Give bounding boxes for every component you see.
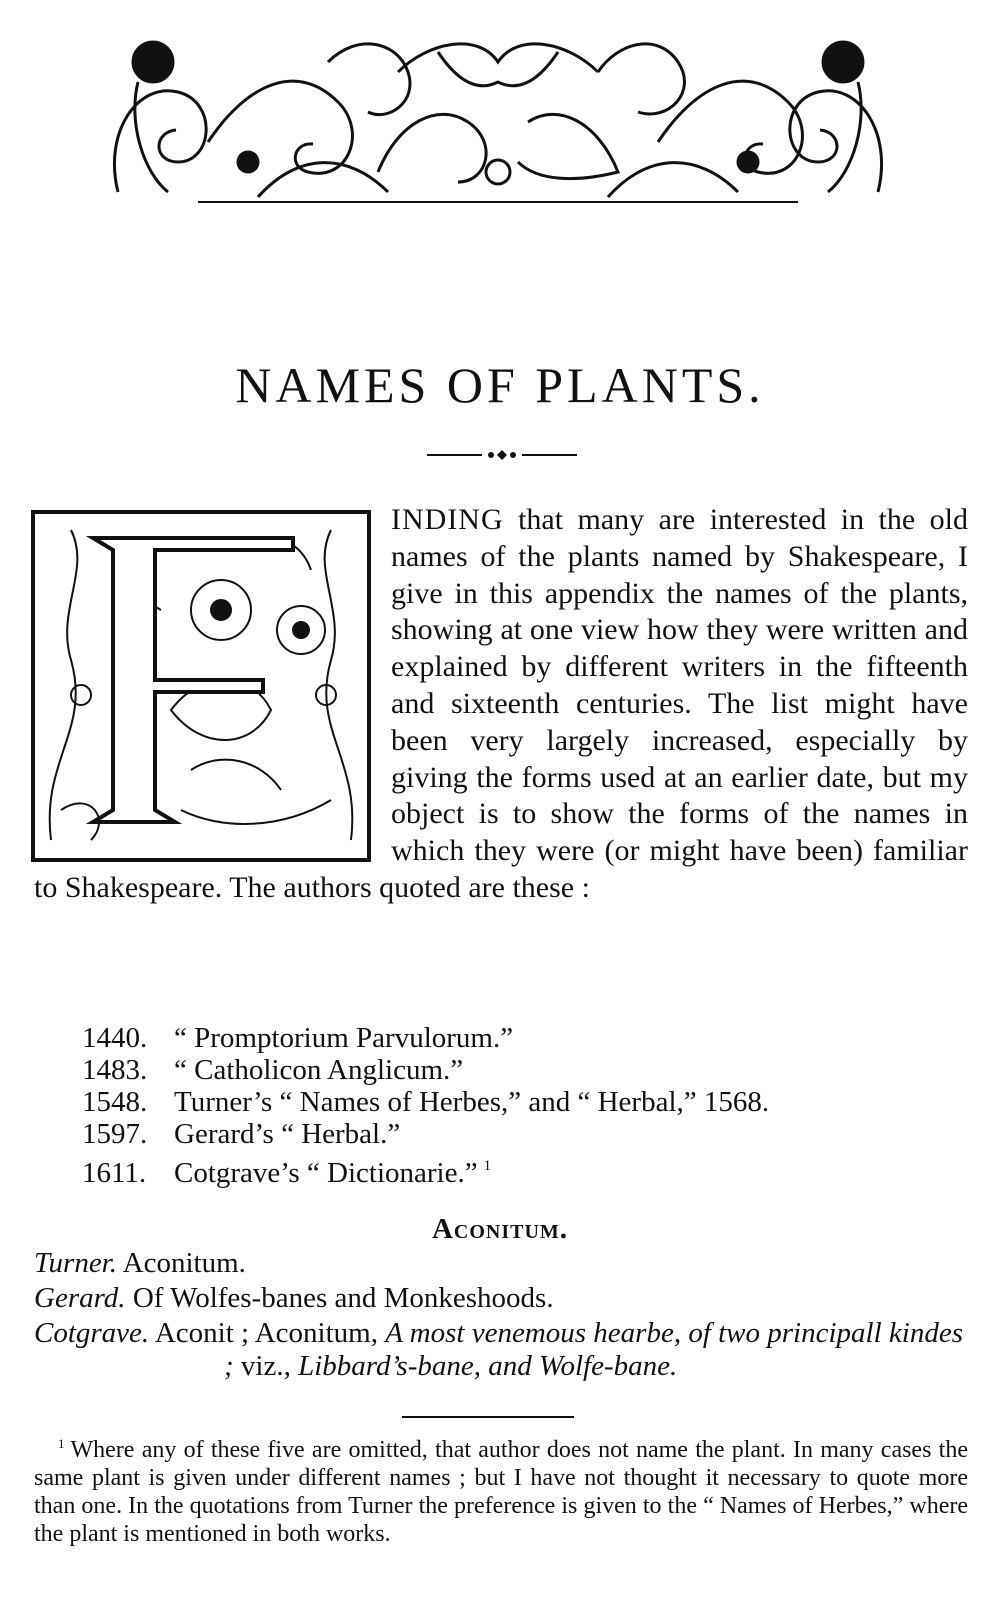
author-work: Turner’s “ Names of Herbes,” and “ Herbal,” 1568. xyxy=(174,1086,770,1118)
entry-text: Of Wolfes-banes and Monkeshoods. xyxy=(132,1282,554,1314)
author-work: Cotgrave’s “ Dictionarie.” xyxy=(174,1157,478,1189)
entry-text-2: viz., xyxy=(240,1350,291,1382)
author-year: 1483. xyxy=(82,1054,148,1086)
footnote-text: Where any of these five are omitted, that author does not name the plant. In many cases the same plant is given under different names ; but I have not thought it necessary to quote more than one. In the quotations from Turner the preference is given to the “ Names of Herbes,” where the plant is mentioned in both works. xyxy=(34,1437,968,1547)
author-year: 1611. xyxy=(82,1157,147,1189)
entry-author: Gerard. xyxy=(34,1282,126,1314)
list-item xyxy=(82,1118,769,1150)
intro-paragraph xyxy=(34,502,968,907)
author-work: Gerard’s “ Herbal.” xyxy=(174,1118,401,1150)
intro-lead-word: INDING xyxy=(391,503,504,536)
author-work: “ Catholicon Anglicum.” xyxy=(174,1054,464,1086)
page-title: NAMES OF PLANTS. xyxy=(235,357,765,413)
entry-gloss: A most venemous hearbe, of two principall kindes ; xyxy=(224,1317,963,1382)
entry-gloss-2: Libbard’s-bane, xyxy=(298,1350,481,1382)
title-ornament-rule xyxy=(427,448,577,462)
authors-list xyxy=(82,1022,769,1189)
entry-heading: Aconitum. xyxy=(431,1213,569,1245)
entry-line-cotgrave xyxy=(34,1317,968,1383)
footnote-divider xyxy=(402,1416,574,1418)
entry-text: Aconitum. xyxy=(122,1247,246,1279)
author-year: 1440. xyxy=(82,1022,148,1054)
list-item xyxy=(82,1086,769,1118)
entry-gloss-3: and Wolfe-bane. xyxy=(488,1350,678,1382)
footnote-reference[interactable]: 1 xyxy=(483,1158,492,1174)
author-year: 1597. xyxy=(82,1118,148,1150)
footnote-marker: 1 xyxy=(58,1436,65,1451)
author-work: “ Promptorium Parvulorum.” xyxy=(174,1022,514,1054)
list-item xyxy=(82,1054,769,1086)
list-item xyxy=(82,1022,769,1054)
entry-author: Turner. xyxy=(34,1247,118,1279)
entry-line-gerard xyxy=(34,1282,968,1315)
drop-cap-space xyxy=(34,502,391,868)
author-year: 1548. xyxy=(82,1086,148,1118)
list-item xyxy=(82,1150,769,1189)
decorative-headpiece xyxy=(98,22,898,207)
footnote xyxy=(34,1430,968,1548)
entry-line-turner xyxy=(34,1247,968,1280)
entry-text: Aconit ; Aconitum, xyxy=(154,1317,378,1349)
intro-text: that many are interested in the old names of the plants named by Shakespeare, I give in this appendix the names of the plants, showing at one view how they were written and explained by different writers in the fifteenth and sixteenth centuries. The list might have been very largely increased, especially by giving the forms used at an earlier date, but my object is to show the forms of the names in which they were (or might have been) familiar to Shakespeare. The authors quoted are these : xyxy=(34,503,968,904)
entry-author: Cotgrave. xyxy=(34,1317,150,1349)
